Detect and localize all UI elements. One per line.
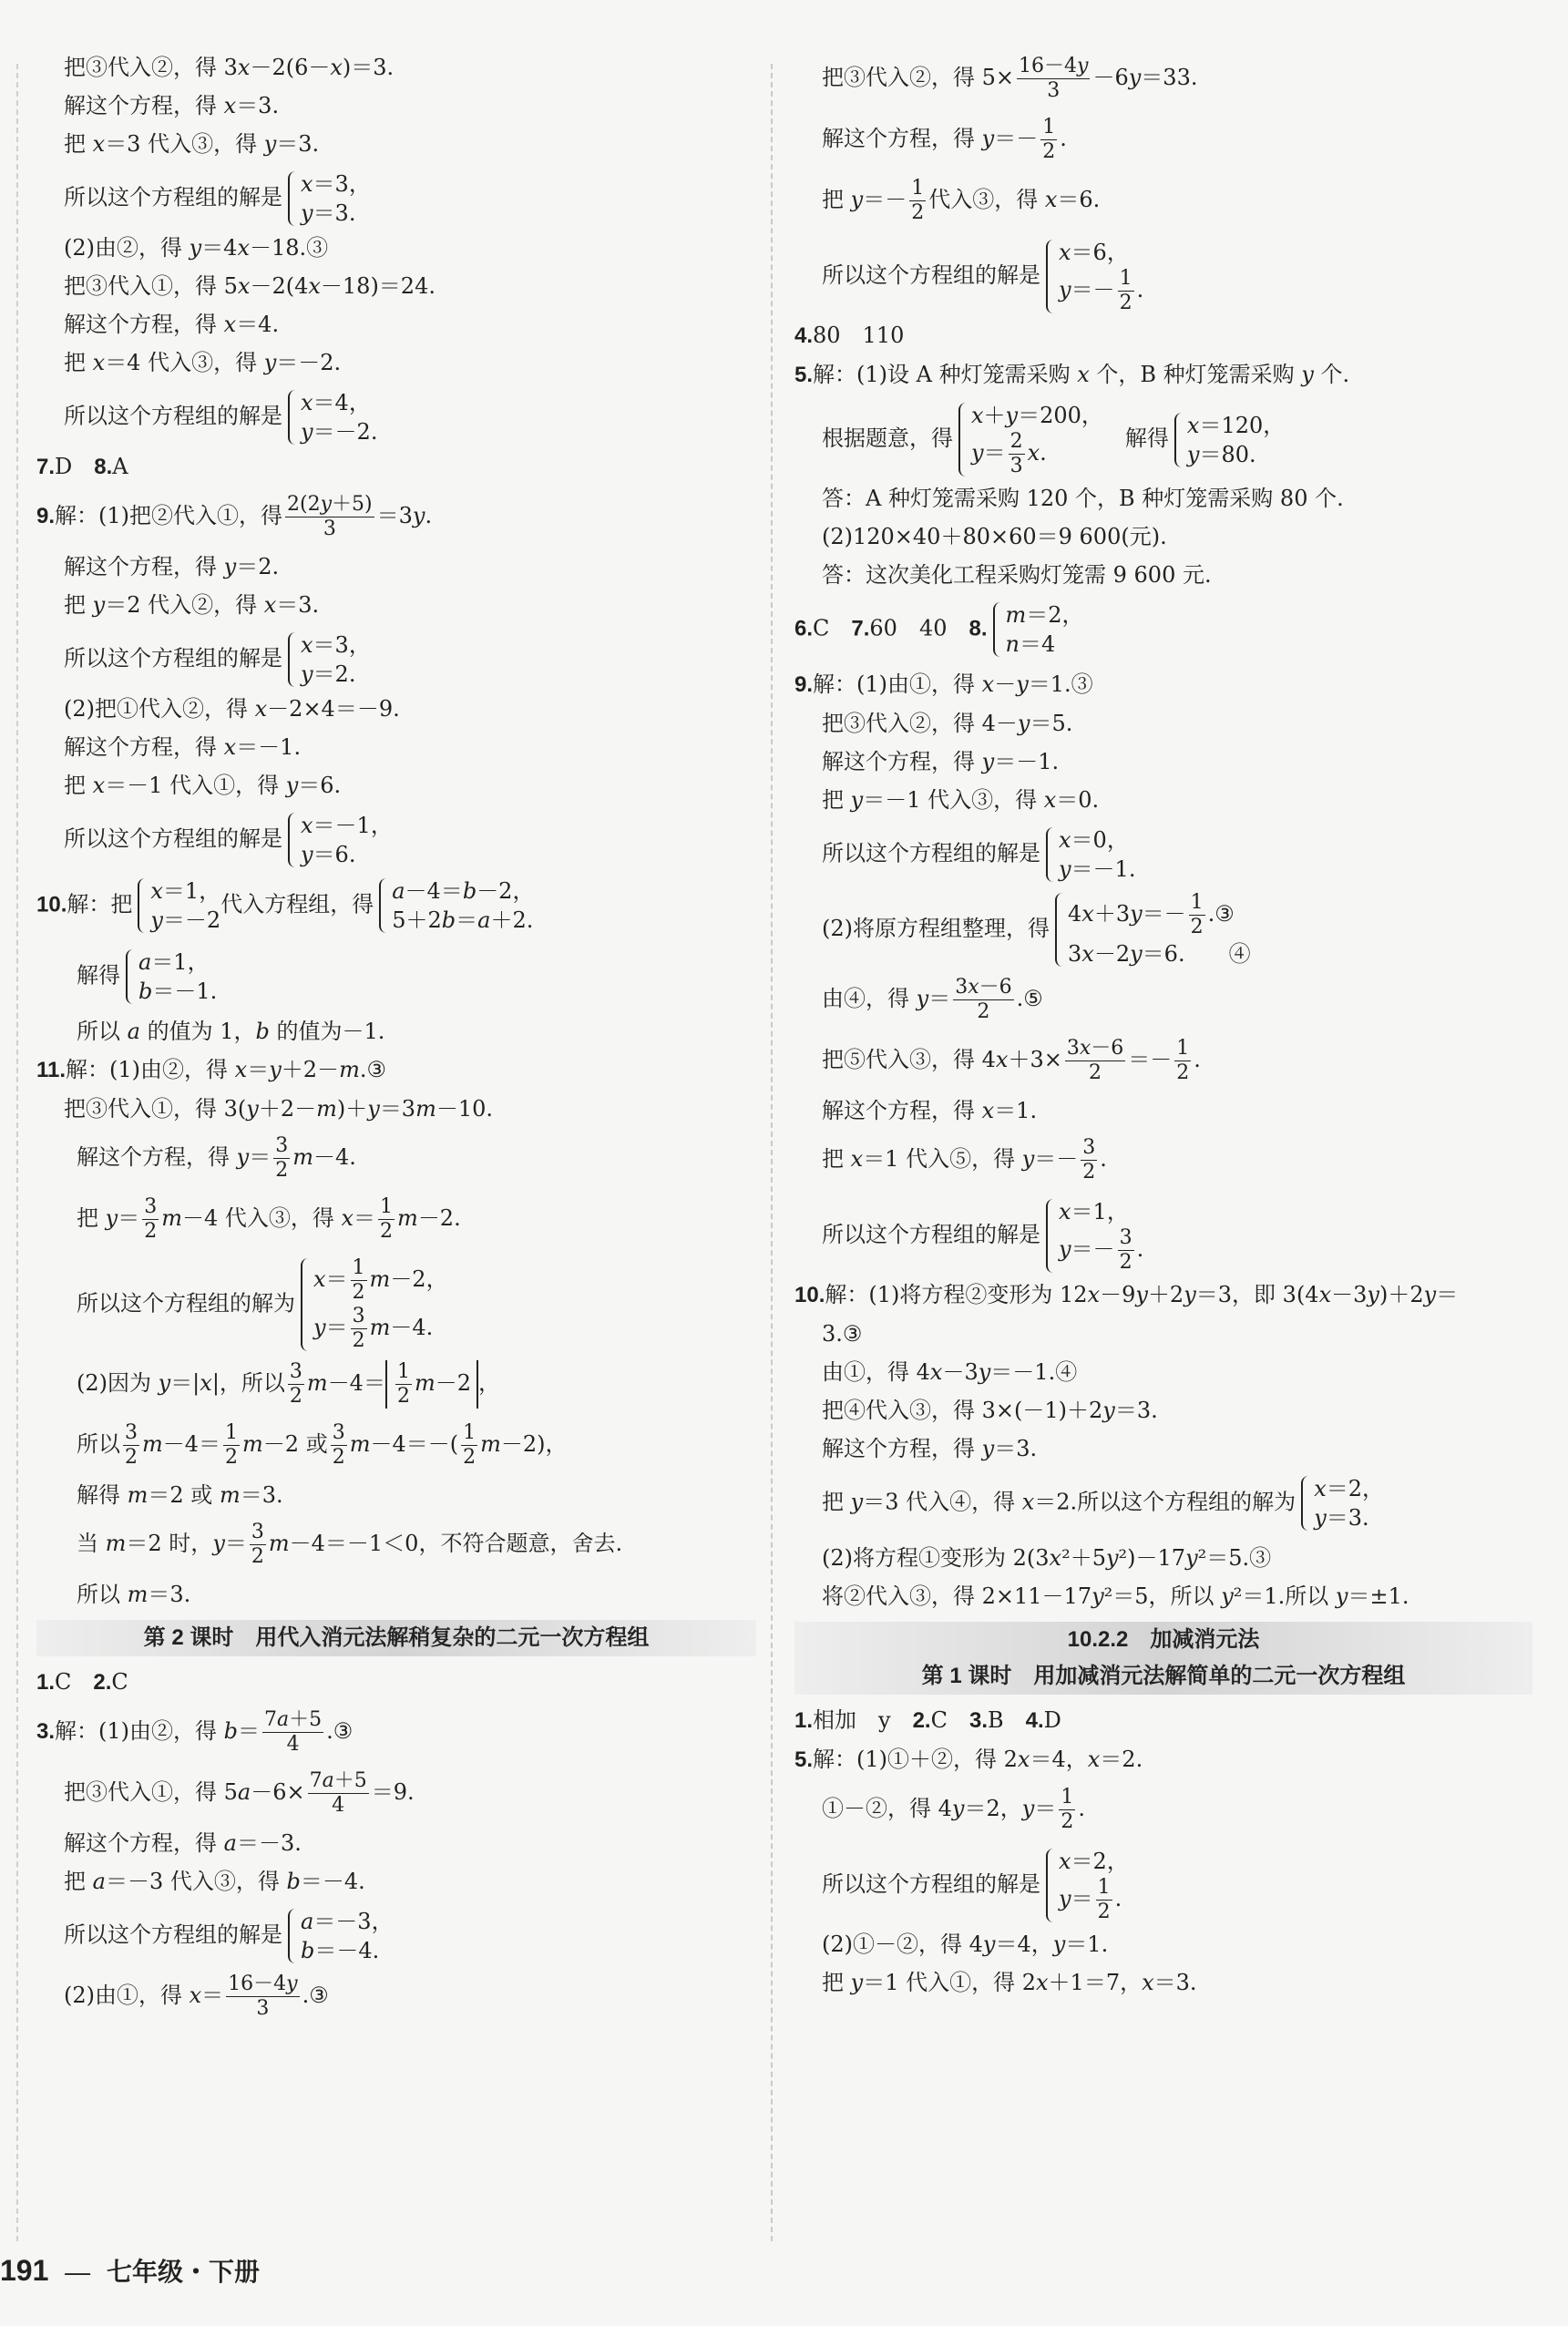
text-line: 所以这个方程组的解是 x＝3， y＝3. xyxy=(64,171,371,226)
text-line: 所以这个方程组的解是 x＝0， y＝－1. xyxy=(822,827,1136,882)
text-line: 把③代入②，得 5× $\frac{16-4y}{3}$ －6y＝33. xyxy=(822,55,1198,102)
text-line: 3.③ xyxy=(822,1321,863,1347)
text-line: 所以这个方程组的解是 x＝2， y＝ $\frac{1}{2}$ . xyxy=(822,1849,1129,1923)
fraction: $\frac{1}{2}$ xyxy=(1176,1037,1190,1084)
text-line: 所以 $\frac{3}{2}$ m－4＝ $\frac{1}{2}$ m－2 或 $\frac{3}{2}$ m－4＝－( $\frac{1}{2}$ m－2)， xyxy=(77,1421,568,1469)
fraction: $\frac{3x-6}{2}$ xyxy=(1066,1037,1124,1084)
equation-system: x＝3， y＝3. xyxy=(284,169,371,228)
text-line: 解这个方程，得 x＝1. xyxy=(822,1098,1038,1123)
text-line: 所以 m＝3. xyxy=(77,1582,191,1607)
text-line: 把 y＝ $\frac{3}{2}$ m－4 代入③，得 x＝ $\frac{1}{2}$ m－2. xyxy=(77,1195,461,1243)
text-line: 所以这个方程组的解是 x＝6， y＝－ $\frac{1}{2}$ . xyxy=(822,240,1144,314)
text-line: (2)①－②，得 4y＝4，y＝1. xyxy=(822,1932,1109,1957)
text-line: 所以这个方程组的解是 x＝3， y＝2. xyxy=(64,632,371,687)
text-line: ①－②，得 4y＝2，y＝ $\frac{1}{2}$ . xyxy=(822,1786,1085,1833)
column-divider xyxy=(771,64,773,2241)
equation-system: x＋y＝200， y＝ $\frac{2}{3}$ x. xyxy=(955,401,1103,478)
footer-separator: — xyxy=(65,2258,91,2286)
text-line: 解这个方程，得 y＝3. xyxy=(822,1436,1038,1461)
text-line: 所以 a 的值为 1，b 的值为－1. xyxy=(77,1019,385,1044)
fraction: $\frac{1}{2}$ xyxy=(463,1421,477,1469)
text-line: 把③代入②，得 4－y＝5. xyxy=(822,711,1073,736)
text-line: (2)把①代入②，得 x－2×4＝－9. xyxy=(64,696,400,722)
fraction: $\frac{3}{2}$ xyxy=(144,1195,158,1243)
equation-system: a－4＝b－2， 5＋2b＝a＋2. xyxy=(375,876,534,935)
text-line: (2)由①，得 x＝ $\frac{16-4y}{3}$ .③ xyxy=(64,1972,329,2020)
equation-system: x＝－1， y＝6. xyxy=(284,811,393,869)
fraction: $\frac{3x-6}{2}$ xyxy=(955,976,1012,1023)
equation-system: x＝6， y＝－ $\frac{1}{2}$ . xyxy=(1042,238,1143,315)
text-line: 9.解：(1)由①，得 x－y＝1.③ xyxy=(794,671,1093,697)
text-line: (2)因为 y＝|x|，所以 $\frac{3}{2}$ m－4＝ $\frac{1}{2}$ m－2 ， xyxy=(77,1360,501,1408)
text-line: 所以这个方程组的解为 x＝ $\frac{1}{2}$ m－2， y＝ $\frac{3}{2}$ m－4. xyxy=(77,1256,448,1352)
text-line: 10.解：把 x＝1， y＝－2 代入方程组，得 a－4＝b－2， 5＋2b＝a＋2. xyxy=(36,878,535,933)
text-line: 把 y＝1 代入①，得 2x＋1＝7，x＝3. xyxy=(822,1970,1197,1995)
fraction: $\frac{3}{2}$ xyxy=(332,1421,345,1469)
text-line: 解这个方程，得 x＝3. xyxy=(64,93,280,118)
text-line: 解这个方程，得 x＝4. xyxy=(64,312,280,337)
equation-system: x＝1， y＝－2 xyxy=(134,876,220,935)
text-line: 由①，得 4x－3y＝－1.④ xyxy=(822,1359,1078,1385)
answer-line-4: 4.80 110 xyxy=(794,323,905,348)
text-line: 解这个方程，得 y＝ $\frac{3}{2}$ m－4. xyxy=(77,1134,356,1182)
text-line: 把 y＝2 代入②，得 x＝3. xyxy=(64,592,320,618)
text-line: 答：这次美化工程采购灯笼需 9 600 元. xyxy=(822,562,1212,588)
left-column xyxy=(36,55,756,2034)
text-line: 把 y＝－1 代入③，得 x＝0. xyxy=(822,787,1100,813)
text-line: 把 y＝－ $\frac{1}{2}$ 代入③，得 x＝6. xyxy=(822,177,1101,224)
equation-system: x＝0， y＝－1. xyxy=(1042,825,1135,884)
text-line: 解这个方程，得 y＝－ $\frac{1}{2}$ . xyxy=(822,116,1067,163)
fraction: $\frac{1}{2}$ xyxy=(1061,1786,1074,1833)
fraction: $\frac{2(2y+5)}{3}$ xyxy=(287,493,373,540)
text-line: 9.解：(1)把②代入①，得 $\frac{2(2y+5)}{3}$ ＝3y. xyxy=(36,493,433,540)
text-line: 11.解：(1)由②，得 x＝y＋2－m.③ xyxy=(36,1057,386,1082)
text-line: 把④代入③，得 3×(－1)＋2y＝3. xyxy=(822,1398,1158,1423)
text-line: 5.解：(1)设 A 种灯笼需采购 x 个，B 种灯笼需采购 y 个. xyxy=(794,362,1350,387)
equation-system: m＝2， n＝4 xyxy=(989,600,1084,659)
page-number: 191 xyxy=(0,2254,49,2287)
answer-line-1-4: 1.相加 y 2.C 3.B 4.D xyxy=(794,1707,1061,1733)
text-line: 当 m＝2 时，y＝ $\frac{3}{2}$ m－4＝－1＜0，不符合题意，舍去. xyxy=(77,1521,623,1568)
fraction: $\frac{16-4y}{3}$ xyxy=(1019,55,1089,102)
text-line: 把 a＝－3 代入③，得 b＝－4. xyxy=(64,1869,365,1894)
text-line: (2)由②，得 y＝4x－18.③ xyxy=(64,235,329,261)
equation-system: x＝ $\frac{1}{2}$ m－2， y＝ $\frac{3}{2}$ m－4. xyxy=(297,1256,448,1353)
text-line: 解得 m＝2 或 m＝3. xyxy=(77,1482,283,1508)
fraction: $\frac{7a+5}{4}$ xyxy=(309,1769,367,1817)
section-title-10-2-2: 10.2.2 加减消元法 xyxy=(794,1622,1532,1658)
equation-system: a＝1， b＝－1. xyxy=(122,948,217,1006)
fraction: $\frac{16-4y}{3}$ xyxy=(228,1972,298,2020)
text-line: 把⑤代入③，得 4x＋3× $\frac{3x-6}{2}$ ＝－ $\frac{1}{2}$ . xyxy=(822,1037,1201,1084)
text-line: (2)120×40＋80×60＝9 600(元). xyxy=(822,524,1167,549)
section-title-lesson2: 第 2 课时 用代入消元法解稍复杂的二元一次方程组 xyxy=(36,1620,756,1656)
text-line: 把 x＝－1 代入①，得 y＝6. xyxy=(64,773,342,798)
fraction: $\frac{3}{2}$ xyxy=(275,1134,289,1182)
fraction: $\frac{3}{2}$ xyxy=(1082,1136,1096,1183)
right-column xyxy=(794,55,1532,2008)
fraction: $\frac{3}{2}$ xyxy=(251,1521,264,1568)
section-title-lesson1: 第 1 课时 用加减消元法解简单的二元一次方程组 xyxy=(794,1658,1532,1695)
fraction: $\frac{3}{2}$ xyxy=(125,1421,138,1469)
equation-system: x＝120， y＝80. xyxy=(1171,411,1285,469)
text-line: 3.解：(1)由②，得 b＝ $\frac{7a+5}{4}$ .③ xyxy=(36,1708,354,1756)
text-line: 把 x＝1 代入⑤，得 y＝－ $\frac{3}{2}$ . xyxy=(822,1136,1107,1183)
left-margin-rule xyxy=(16,64,18,2241)
text-line: 所以这个方程组的解是 x＝4， y＝－2. xyxy=(64,390,378,445)
text-line: 5.解：(1)①＋②，得 2x＝4，x＝2. xyxy=(794,1747,1143,1772)
text-line: 把③代入①，得 5x－2(4x－18)＝24. xyxy=(64,273,436,299)
text-line: 10.解：(1)将方程②变形为 12x－9y＋2y＝3，即 3(4x－3y)＋2y＝ xyxy=(794,1282,1459,1307)
text-line: 所以这个方程组的解是 x＝－1， y＝6. xyxy=(64,813,393,867)
text-line: 解这个方程，得 a＝－3. xyxy=(64,1830,302,1856)
fraction: $\frac{1}{2}$ xyxy=(1042,116,1056,163)
equation-system: x＝1， y＝－ $\frac{3}{2}$ . xyxy=(1042,1197,1143,1275)
text-line: 解这个方程，得 y＝－1. xyxy=(822,749,1060,774)
text-line: 把 x＝3 代入③，得 y＝3. xyxy=(64,131,320,157)
page-footer xyxy=(0,2252,260,2289)
text-line: 把③代入①，得 3(y＋2－m)＋y＝3m－10. xyxy=(64,1096,494,1122)
equation-system: x＝2， y＝3. xyxy=(1297,1474,1384,1532)
text-line: 把③代入②，得 3x－2(6－x)＝3. xyxy=(64,55,395,80)
fraction: $\frac{1}{2}$ xyxy=(225,1421,239,1469)
text-line: (2)将方程①变形为 2(3x²＋5y²)－17y²＝5.③ xyxy=(822,1545,1272,1571)
fraction: $\frac{1}{2}$ xyxy=(380,1195,394,1243)
text-line: 所以这个方程组的解是 a＝－3， b＝－4. xyxy=(64,1909,394,1963)
equation-system: x＝4， y＝－2. xyxy=(284,388,377,446)
answer-line-6-8: 6.C 7.60 40 8. m＝2， n＝4 xyxy=(794,602,1084,657)
answer-line-7-8: 7.D 8.A xyxy=(36,454,128,479)
text-line: 把③代入①，得 5a－6× $\frac{7a+5}{4}$ ＝9. xyxy=(64,1769,415,1817)
text-line: 根据题意，得 x＋y＝200， y＝ $\frac{2}{3}$ x. 解得 x＝120， y＝80. xyxy=(822,403,1286,477)
text-line: (2)将原方程组整理，得 4x＋3y＝－ $\frac{1}{2}$ .③ 3x－2y＝6. ④ xyxy=(822,891,1251,967)
text-line: 解得 a＝1， b＝－1. xyxy=(77,949,218,1004)
fraction: $\frac{3}{2}$ xyxy=(289,1360,302,1408)
equation-system: 4x＋3y＝－ $\frac{1}{2}$ .③ 3x－2y＝6. ④ xyxy=(1051,891,1251,968)
answer-line-1-2: 1.C 2.C xyxy=(36,1669,128,1695)
text-line: 解这个方程，得 x＝－1. xyxy=(64,734,302,760)
footer-grade: 七年级・下册 xyxy=(106,2258,260,2286)
text-line: 答：A 种灯笼需采购 120 个，B 种灯笼需采购 80 个. xyxy=(822,486,1344,511)
text-line: 把 x＝4 代入③，得 y＝－2. xyxy=(64,350,342,375)
text-line: 把 y＝3 代入④，得 x＝2.所以这个方程组的解为 x＝2， y＝3. xyxy=(822,1476,1385,1531)
fraction: $\frac{7a+5}{4}$ xyxy=(264,1708,323,1756)
equation-system: a＝－3， b＝－4. xyxy=(284,1907,394,1965)
text-line: 将②代入③，得 2×11－17y²＝5，所以 y²＝1.所以 y＝±1. xyxy=(822,1583,1409,1609)
text-line: 由④，得 y＝ $\frac{3x-6}{2}$ .⑤ xyxy=(822,976,1043,1023)
equation-system: x＝3， y＝2. xyxy=(284,630,371,689)
text-line: 所以这个方程组的解是 x＝1， y＝－ $\frac{3}{2}$ . xyxy=(822,1199,1144,1274)
fraction: $\frac{1}{2}$ xyxy=(911,177,925,224)
equation-system: x＝2， y＝ $\frac{1}{2}$ . xyxy=(1042,1847,1129,1924)
text-line: 解这个方程，得 y＝2. xyxy=(64,554,280,579)
